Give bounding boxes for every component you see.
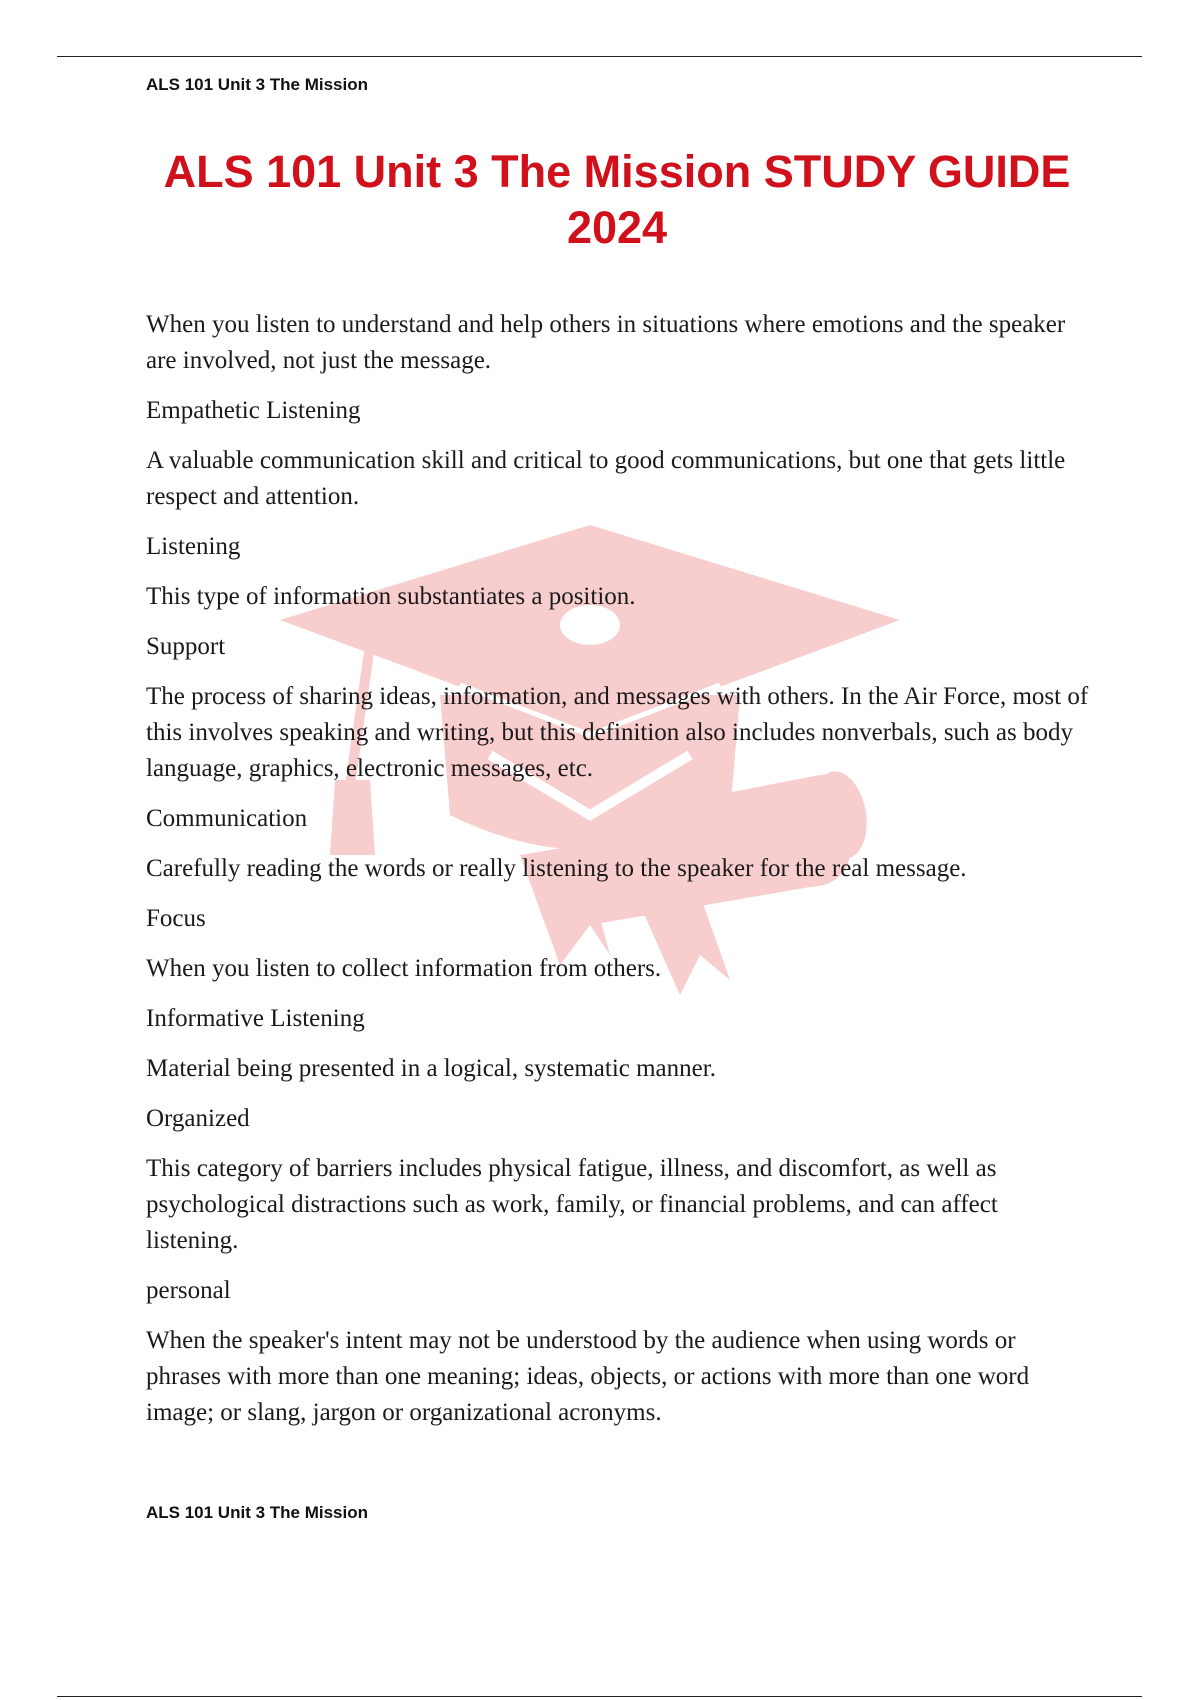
flashcard-definition: The process of sharing ideas, information, and messages with others. In the Air Force, most of this involves speaking and writing, but this definition also includes nonverbals, such as body language, graphics, electronic messages, etc. <box>146 683 1089 782</box>
running-header: ALS 101 Unit 3 The Mission <box>146 75 368 94</box>
flashcard <box>146 1051 1096 1137</box>
flashcard-term: personal <box>146 1277 231 1304</box>
flashcard-definition: This type of information substantiates a position. <box>146 583 636 610</box>
flashcard-term: Empathetic Listening <box>146 397 361 424</box>
flashcard-term: Support <box>146 633 226 660</box>
flashcard <box>146 951 1096 1037</box>
flashcard-term: Focus <box>146 905 206 932</box>
header-rule <box>57 56 1142 57</box>
running-footer: ALS 101 Unit 3 The Mission <box>146 1503 368 1522</box>
flashcard-list <box>146 307 1096 1445</box>
footer-rule <box>57 1696 1142 1697</box>
flashcard-definition: When the speaker's intent may not be understood by the audience when using words or phrases with more than one meaning; ideas, objects, or actions with more than one word image; or slang, jargon or organizational acronyms. <box>146 1327 1030 1426</box>
flashcard <box>146 307 1096 429</box>
flashcard <box>146 1151 1096 1309</box>
flashcard-term: Organized <box>146 1105 250 1132</box>
flashcard-definition: Carefully reading the words or really listening to the speaker for the real message. <box>146 855 967 882</box>
flashcard-definition: A valuable communication skill and critical to good communications, but one that gets little respect and attention. <box>146 447 1066 510</box>
flashcard <box>146 443 1096 565</box>
flashcard-term: Informative Listening <box>146 1005 365 1032</box>
page-title: ALS 101 Unit 3 The Mission STUDY GUIDE 2024 <box>163 146 1071 253</box>
flashcard-definition: When you listen to understand and help others in situations where emotions and the speaker are involved, not just the message. <box>146 311 1066 374</box>
flashcard <box>146 851 1096 937</box>
flashcard <box>146 579 1096 665</box>
flashcard-term: Communication <box>146 805 308 832</box>
flashcard-term: Listening <box>146 533 241 560</box>
flashcard-definition: Material being presented in a logical, systematic manner. <box>146 1055 716 1082</box>
flashcard <box>146 679 1096 837</box>
flashcard-definition: When you listen to collect information from others. <box>146 955 662 982</box>
flashcard-definition: This category of barriers includes physical fatigue, illness, and discomfort, as well as psychological distractions such as work, family, or financial problems, and can affect listening. <box>146 1155 998 1254</box>
flashcard <box>146 1323 1096 1431</box>
